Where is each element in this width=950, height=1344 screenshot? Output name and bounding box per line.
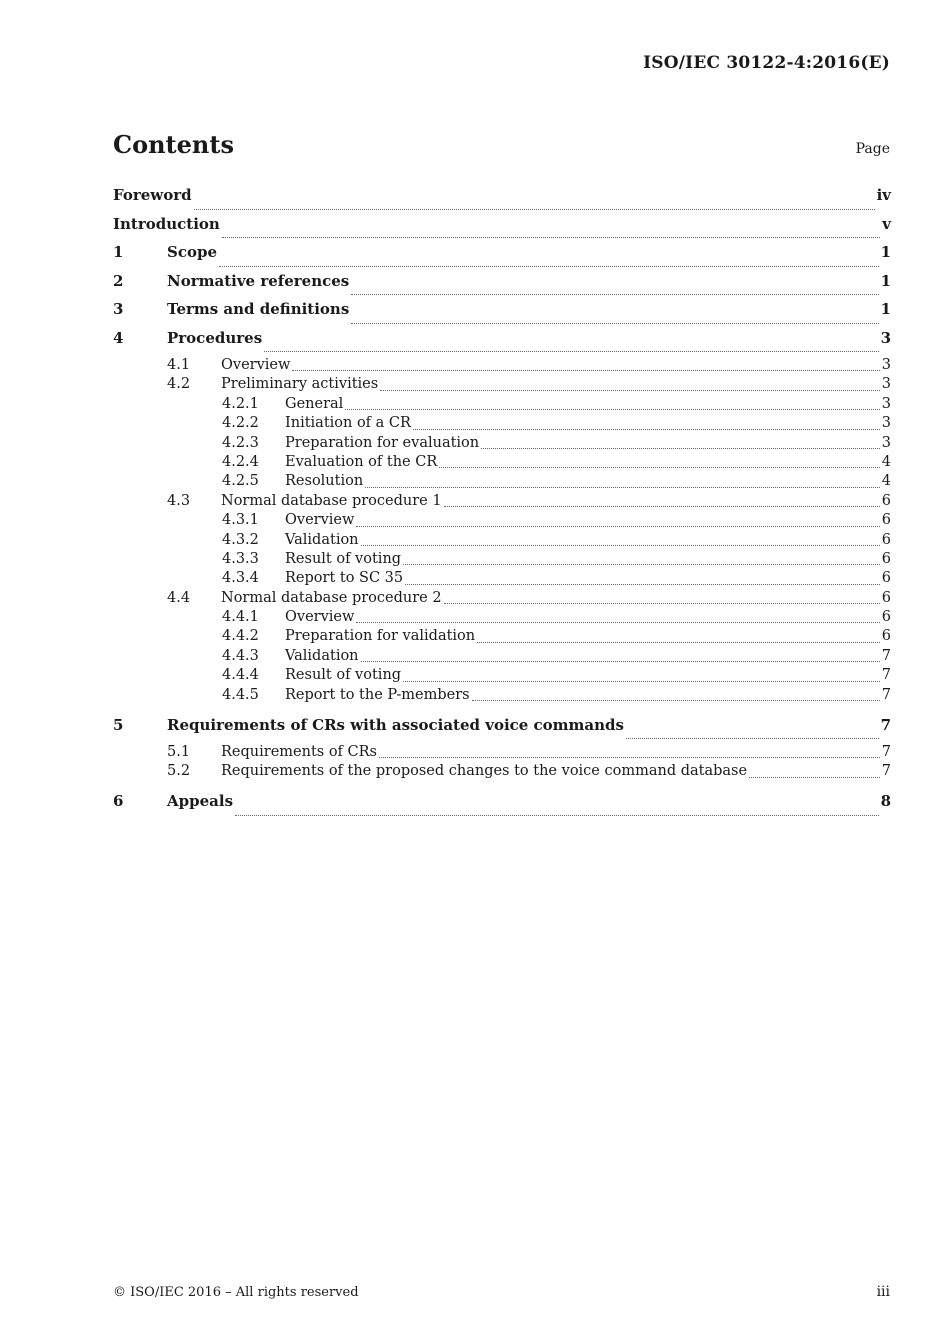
toc-entry-page: 6 <box>881 570 891 587</box>
toc-entry-page: 7 <box>880 715 891 734</box>
toc-entry-number: 4.4.2 <box>222 628 259 645</box>
toc-entry-title: Requirements of CRs <box>221 744 377 761</box>
toc-entry-number: 4.4.3 <box>222 647 259 664</box>
toc-entry-title: Overview <box>221 357 291 373</box>
page-column-label: Page <box>855 141 890 157</box>
dot-leader <box>477 641 880 643</box>
toc-entry[interactable] <box>113 792 891 821</box>
footer-page-number: iii <box>876 1284 890 1300</box>
toc-entry[interactable] <box>113 570 891 589</box>
toc-entry-page: iv <box>876 186 891 204</box>
toc-entry-title: Preliminary activities <box>221 376 379 393</box>
toc-entry-title: Report to the P-members <box>285 686 470 703</box>
toc-entry-number: 4.3.3 <box>222 550 259 567</box>
dot-leader <box>219 265 879 267</box>
toc-entry-number: 5.1 <box>167 744 191 761</box>
toc-entry-number: 4.3 <box>167 492 191 509</box>
toc-entry-number: 6 <box>113 792 124 811</box>
dot-leader <box>749 776 880 778</box>
toc-entry-number: 4.2.1 <box>222 395 259 412</box>
toc-entry-number: 2 <box>113 271 124 290</box>
dot-leader <box>351 322 878 324</box>
dot-leader <box>403 563 880 565</box>
toc-entry-number: 4.2 <box>167 376 191 393</box>
toc-entry-title: Procedures <box>167 328 263 347</box>
toc-entry[interactable] <box>113 667 891 686</box>
toc-entry-title: Evaluation of the CR <box>285 453 438 470</box>
toc-entry-page: 7 <box>881 647 891 664</box>
toc-entry-title: Normative references <box>167 271 350 290</box>
toc-entry-title: Preparation for validation <box>285 628 476 645</box>
toc-entry-page: 3 <box>881 395 891 412</box>
toc-entry[interactable] <box>113 648 891 667</box>
toc-entry-title: Terms and definitions <box>167 300 350 318</box>
dot-leader <box>481 447 880 449</box>
dot-leader <box>292 369 879 371</box>
toc-entry-number: 4.2.5 <box>222 473 259 490</box>
toc-entry[interactable] <box>113 357 891 376</box>
toc-entry[interactable] <box>113 628 891 647</box>
toc-entry[interactable] <box>113 300 891 329</box>
footer-copyright: © ISO/IEC 2016 – All rights reserved <box>113 1285 359 1300</box>
toc-entry-title: Normal database procedure 1 <box>221 492 442 509</box>
dot-leader <box>264 350 878 352</box>
toc-entry-title: Overview <box>285 609 355 626</box>
toc-entry[interactable] <box>113 243 891 272</box>
toc-entry-page: 7 <box>881 686 891 703</box>
dot-leader <box>472 699 880 701</box>
document-id: ISO/IEC 30122-4:2016(E) <box>643 53 890 73</box>
toc-entry-title: Scope <box>167 243 218 261</box>
toc-entry-page: 7 <box>881 667 891 684</box>
toc-entry-title: Introduction <box>113 214 220 233</box>
toc-entry-title: General <box>285 395 344 412</box>
toc-entry[interactable] <box>113 396 891 415</box>
dot-leader <box>361 660 880 662</box>
dot-leader <box>345 408 879 410</box>
toc-entry[interactable] <box>113 473 891 492</box>
toc-entry[interactable] <box>113 744 891 763</box>
toc-entry[interactable] <box>113 415 891 434</box>
toc-entry-number: 5 <box>113 715 124 734</box>
toc-entry-page: 7 <box>881 744 891 761</box>
toc-entry-page: 7 <box>881 763 891 780</box>
toc-entry[interactable] <box>113 532 891 551</box>
toc-entry[interactable] <box>113 215 891 244</box>
toc-entry-page: 3 <box>881 376 891 393</box>
dot-leader <box>361 544 880 546</box>
toc-entry-title: Validation <box>285 647 359 664</box>
toc-entry-page: 1 <box>880 271 891 290</box>
dot-leader <box>222 236 880 238</box>
toc-entry[interactable] <box>113 186 891 215</box>
dot-leader <box>626 737 879 739</box>
toc-entry-page: 3 <box>881 357 891 373</box>
toc-entry-number: 4 <box>113 328 124 347</box>
toc-entry-number: 4.4 <box>167 589 191 606</box>
toc-entry-page: v <box>882 214 891 233</box>
toc-entry-number: 4.2.4 <box>222 453 259 470</box>
toc-entry-number: 4.1 <box>167 357 191 373</box>
dot-leader <box>379 756 880 758</box>
dot-leader <box>194 208 875 210</box>
contents-heading: Contents <box>113 130 234 159</box>
toc-entry-title: Preparation for evaluation <box>285 434 480 451</box>
toc-entry[interactable] <box>113 687 891 706</box>
toc-entry-page: 4 <box>881 473 891 490</box>
toc-entry-page: 6 <box>881 589 891 606</box>
toc-entry-page: 4 <box>881 453 891 470</box>
toc-entry-title: Result of voting <box>285 550 402 567</box>
toc-entry-page: 6 <box>881 550 891 567</box>
toc-entry-title: Requirements of CRs with associated voice commands <box>167 715 624 734</box>
toc-entry[interactable] <box>113 590 891 609</box>
toc-entry-number: 4.3.1 <box>222 512 259 529</box>
toc-entry-title: Result of voting <box>285 667 402 684</box>
toc-entry[interactable] <box>113 763 891 782</box>
toc-entry-title: Resolution <box>285 473 364 490</box>
toc-entry-number: 1 <box>113 243 124 261</box>
toc-entry-page: 1 <box>880 300 891 318</box>
toc-entry-page: 6 <box>881 609 891 626</box>
dot-leader <box>413 428 880 430</box>
toc-entry-number: 4.2.3 <box>222 434 259 451</box>
dot-leader <box>356 525 879 527</box>
toc-entry-page: 3 <box>881 434 891 451</box>
dot-leader <box>235 814 879 816</box>
toc-entry-page: 6 <box>881 628 891 645</box>
toc-entry-number: 4.4.4 <box>222 667 259 684</box>
toc-entry[interactable] <box>113 272 891 301</box>
toc-entry[interactable] <box>113 329 891 358</box>
toc-entry[interactable] <box>113 609 891 628</box>
toc-entry-page: 6 <box>881 512 891 529</box>
toc-entry-page: 3 <box>880 328 891 347</box>
toc-entry-page: 8 <box>880 792 891 811</box>
dot-leader <box>351 293 878 295</box>
toc-entry-title: Requirements of the proposed changes to the voice command database <box>221 763 748 780</box>
toc-entry-title: Normal database procedure 2 <box>221 589 442 606</box>
toc-entry[interactable] <box>113 551 891 570</box>
dot-leader <box>444 602 880 604</box>
toc-entry-number: 4.3.2 <box>222 531 259 548</box>
dot-leader <box>380 389 880 391</box>
toc-entry[interactable] <box>113 435 891 454</box>
toc-entry[interactable] <box>113 493 891 512</box>
toc-entry[interactable] <box>113 376 891 395</box>
toc-entry-number: 3 <box>113 300 124 318</box>
toc-entry-number: 4.4.1 <box>222 609 259 626</box>
dot-leader <box>444 505 880 507</box>
toc-entry-page: 3 <box>881 415 891 432</box>
toc-entry-title: Appeals <box>167 792 234 811</box>
dot-leader <box>405 583 880 585</box>
toc-entry-page: 6 <box>881 531 891 548</box>
toc-entry-number: 4.3.4 <box>222 570 259 587</box>
toc-entry-page: 6 <box>881 492 891 509</box>
toc-entry-title: Validation <box>285 531 359 548</box>
toc-entry-page: 1 <box>880 243 891 261</box>
toc-entry-title: Overview <box>285 512 355 529</box>
dot-leader <box>403 680 880 682</box>
toc-entry-title: Initiation of a CR <box>285 415 411 432</box>
toc-entry[interactable] <box>113 716 891 745</box>
table-of-contents <box>113 186 891 821</box>
toc-entry-number: 5.2 <box>167 763 191 780</box>
toc-entry[interactable] <box>113 454 891 473</box>
dot-leader <box>356 621 879 623</box>
dot-leader <box>439 466 880 468</box>
toc-entry-number: 4.2.2 <box>222 415 259 432</box>
toc-entry-title: Foreword <box>113 186 192 204</box>
toc-entry[interactable] <box>113 512 891 531</box>
toc-entry-title: Report to SC 35 <box>285 570 404 587</box>
dot-leader <box>365 486 880 488</box>
toc-entry-number: 4.4.5 <box>222 686 259 703</box>
